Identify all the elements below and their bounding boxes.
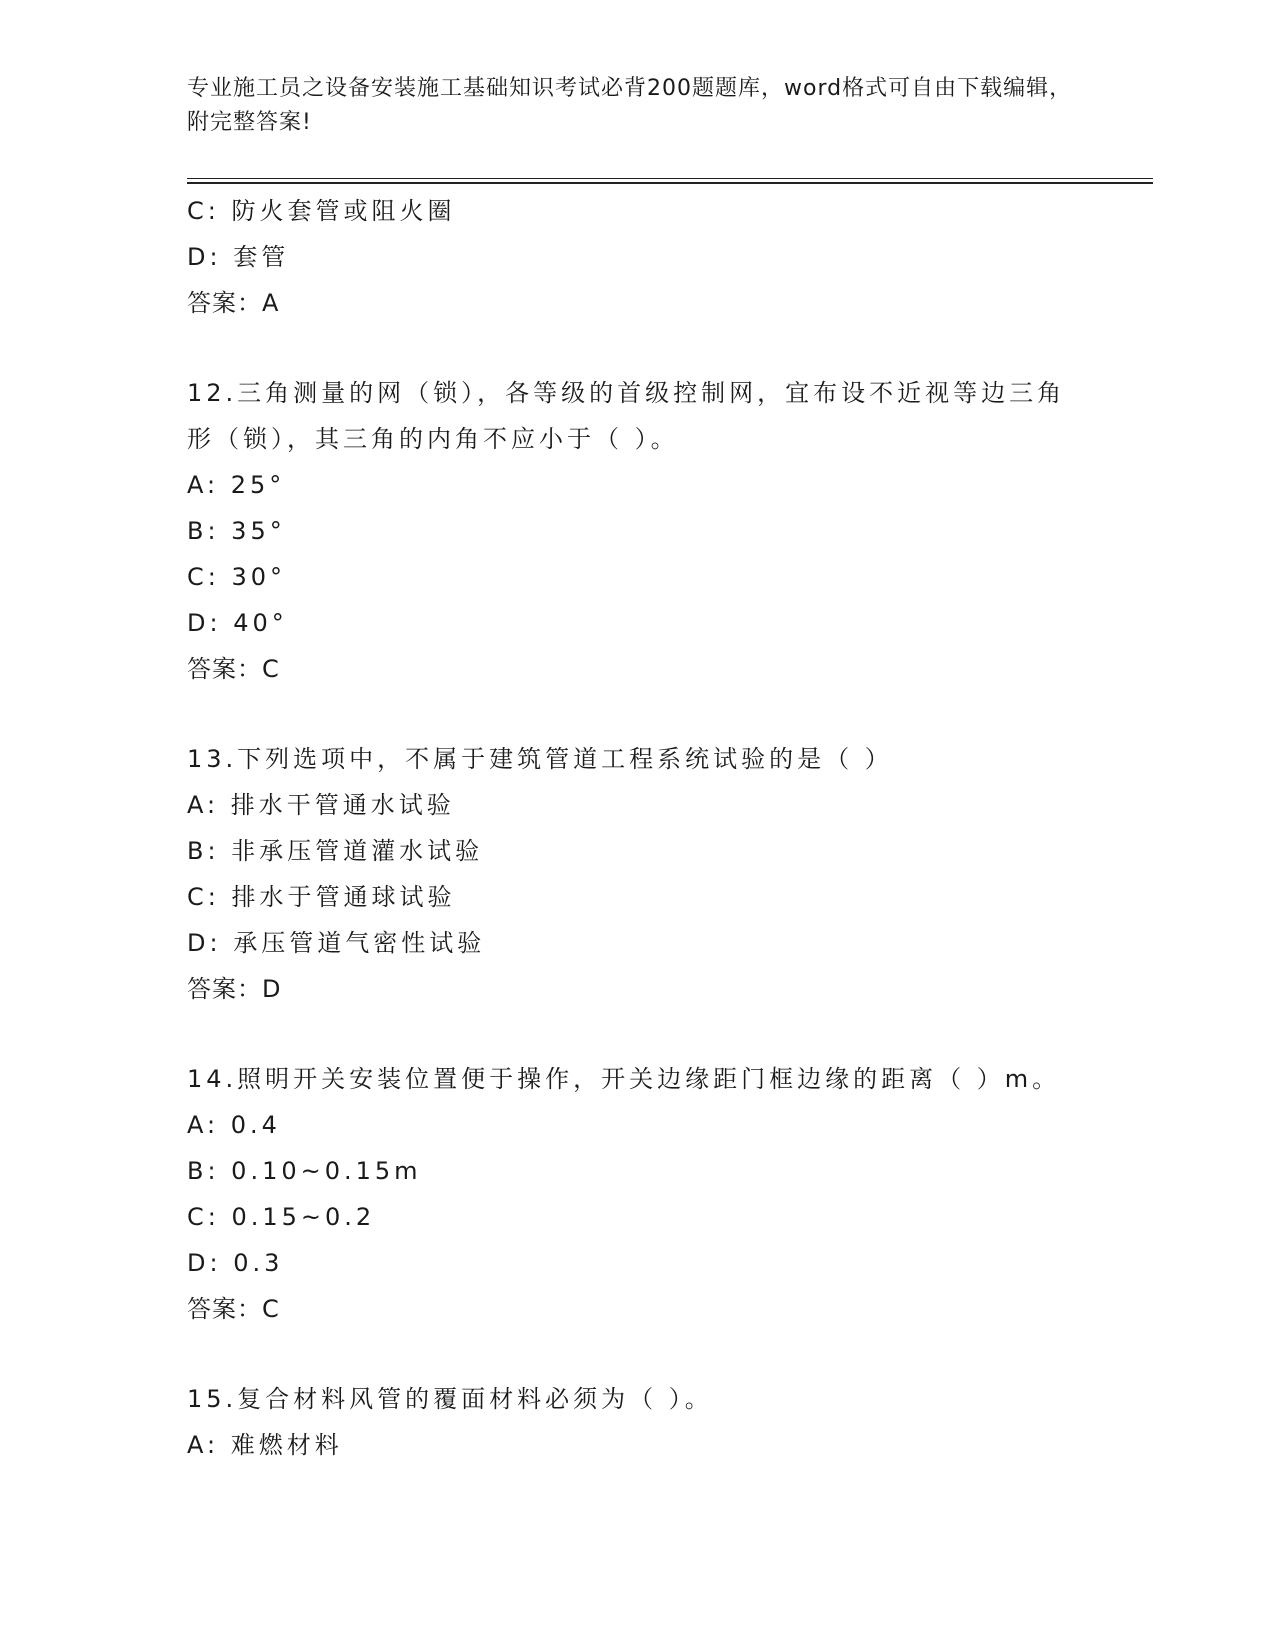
option-c: C: 排水于管通球试验 xyxy=(187,883,456,911)
question-13 xyxy=(187,736,1087,1012)
question-15 xyxy=(187,1376,1087,1468)
option-b: B: 非承压管道灌水试验 xyxy=(187,837,484,865)
header-title: 专业施工员之设备安装施工基础知识考试必背200题题库，word格式可自由下载编辑，附完整答案! xyxy=(187,76,1073,135)
header-divider-thick xyxy=(187,182,1153,184)
question-stem: 15.复合材料风管的覆面材料必须为（ ）。 xyxy=(187,1385,713,1413)
option-b: B: 35° xyxy=(187,517,286,545)
question-stem: 12.三角测量的网（锁），各等级的首级控制网，宜布设不近视等边三角形（锁），其三角的内角不应小于（ ）。 xyxy=(187,379,1066,453)
option-d: D: 40° xyxy=(187,609,288,637)
option-d: D: 承压管道气密性试验 xyxy=(187,929,486,957)
previous-question-tail xyxy=(187,188,1087,326)
answer: 答案：C xyxy=(187,655,280,683)
question-14 xyxy=(187,1056,1087,1332)
option-d: D: 套管 xyxy=(187,243,290,271)
option-d: D: 0.3 xyxy=(187,1249,284,1277)
answer: 答案：D xyxy=(187,975,282,1003)
option-b: B: 0.10~0.15m xyxy=(187,1157,422,1185)
question-stem: 13.下列选项中，不属于建筑管道工程系统试验的是（ ） xyxy=(187,745,893,773)
question-12 xyxy=(187,370,1087,692)
page-header xyxy=(187,72,1087,140)
option-a: A: 25° xyxy=(187,471,286,499)
question-stem: 14.照明开关安装位置便于操作，开关边缘距门框边缘的距离（ ）m。 xyxy=(187,1065,1061,1093)
option-a: A: 排水干管通水试验 xyxy=(187,791,455,819)
question-content xyxy=(187,188,1087,1468)
header-divider-thin xyxy=(187,178,1153,179)
option-a: A: 0.4 xyxy=(187,1111,281,1139)
answer: 答案：A xyxy=(187,289,280,317)
option-a: A: 难燃材料 xyxy=(187,1431,343,1459)
option-c: C: 30° xyxy=(187,563,287,591)
option-c: C: 0.15~0.2 xyxy=(187,1203,376,1231)
option-c: C: 防火套管或阻火圈 xyxy=(187,197,456,225)
answer: 答案：C xyxy=(187,1295,280,1323)
